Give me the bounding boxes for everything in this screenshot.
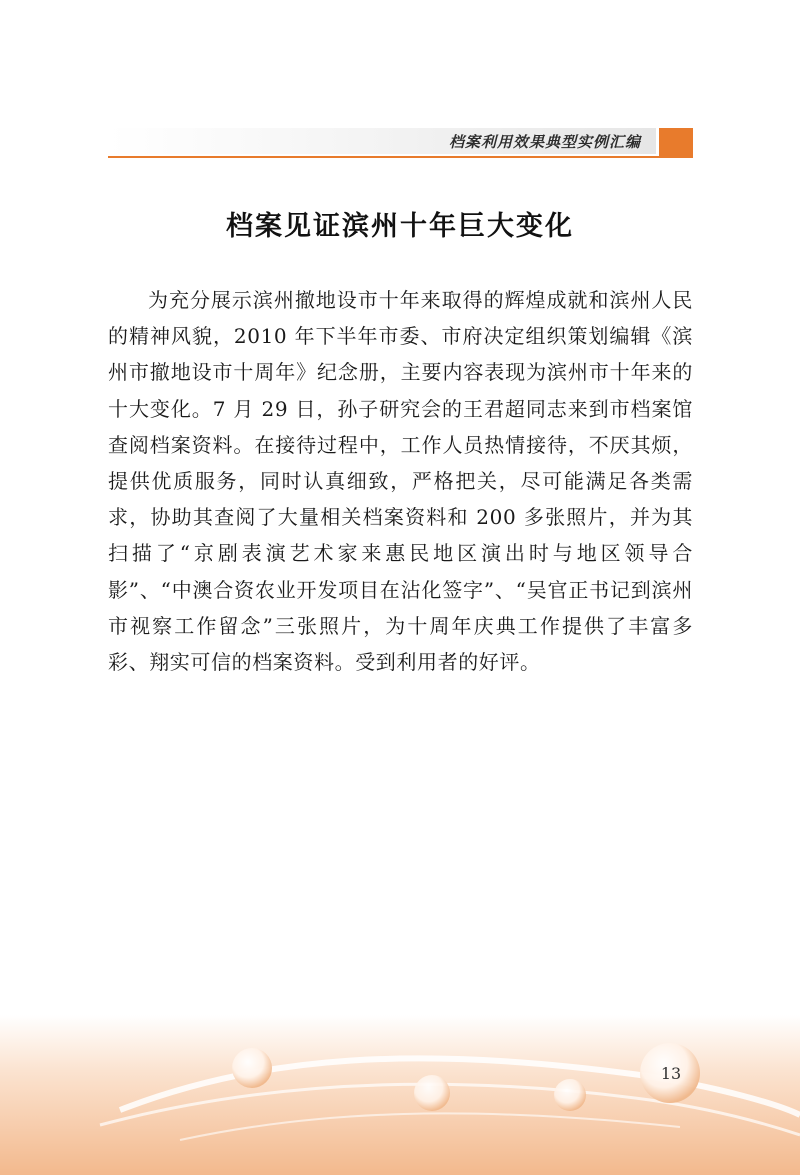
article-body: 为充分展示滨州撤地设市十年来取得的辉煌成就和滨州人民的精神风貌，2010 年下半年市委、市府决定组织策划编辑《滨州市撤地设市十周年》纪念册，主要内容表现为滨州市十年来的十大变化。7 月 29 日，孙子研究会的王君超同志来到市档案馆查阅档案资料。在接待过程中，工作人员热情接待，不厌其烦，提供优质服务，同时认真细致，严格把关，尽可能满足各类需求，协助其查阅了大量相关档案资料和 200 多张照片，并为其扫描了“京剧表演艺术家来惠民地区演出时与地区领导合影”、“中澳合资农业开发项目在沾化签字”、“吴官正书记到滨州市视察工作留念”三张照片，为十周年庆典工作提供了丰富多彩、翔实可信的档案资料。受到利用者的好评。 (108, 288, 693, 675)
running-header (108, 128, 693, 160)
running-title: 档案利用效果典型实例汇编 (448, 133, 641, 151)
bubble (554, 1079, 586, 1111)
bubble (414, 1075, 450, 1111)
page-number: 13 (660, 1064, 682, 1083)
decorative-footer (0, 1015, 800, 1175)
header-accent-block (659, 128, 693, 156)
article-title: 档案见证滨州十年巨大变化 (226, 211, 574, 242)
header-rule (108, 156, 693, 158)
bubble (232, 1048, 272, 1088)
footer-decoration (0, 1015, 800, 1175)
